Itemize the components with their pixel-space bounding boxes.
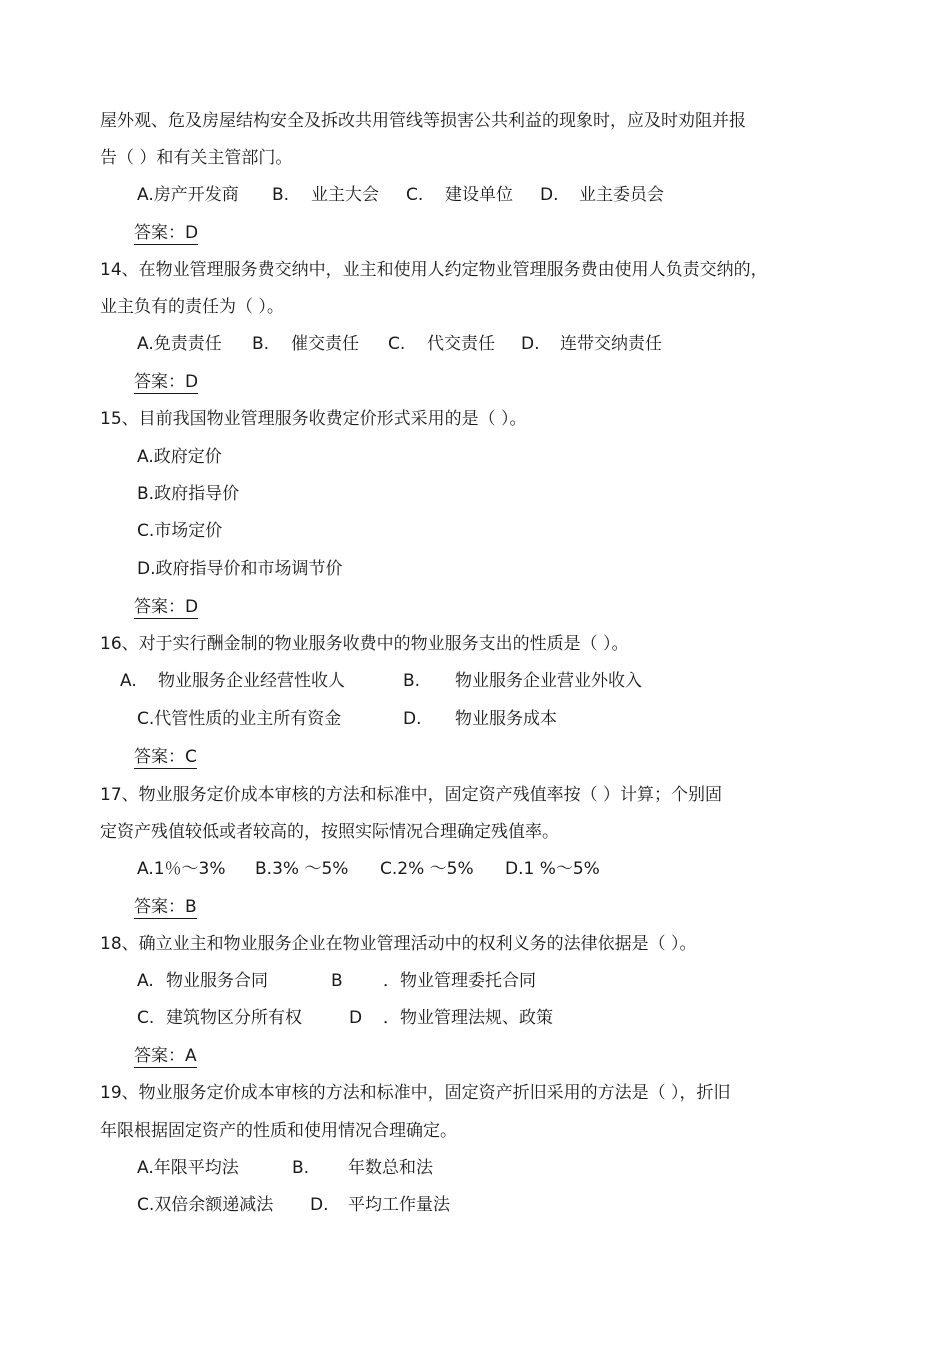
q14-line2: 业主负有的责任为（ ）。 [100,297,284,317]
q14-option-c-text: 代交责任 [427,334,495,354]
q15-answer: 答案：D [134,597,199,617]
q15-option-a: A.政府定价 [137,447,222,467]
q16-line1: 16、对于实行酬金制的物业服务收费中的物业服务支出的性质是（ ）。 [100,634,629,654]
q13-line2: 告（ ）和有关主管部门。 [100,148,293,168]
q18-option-b-text: ．物业管理委托合同 [383,971,536,991]
q19-line2: 年限根据固定资产的性质和使用情况合理确定。 [100,1121,457,1141]
q14-answer: 答案：D [134,372,199,392]
q13-option-d-text: 业主委员会 [579,185,664,205]
q15-option-d: D.政府指导价和市场调节价 [137,559,343,579]
q17-option-a: A.1％～3% [137,859,226,879]
q17-line1: 17、物业服务定价成本审核的方法和标准中，固定资产残值率按（ ）计算；个别固 [100,785,723,805]
q16-option-b-letter: B. [403,671,421,691]
q13-answer: 答案：D [134,223,199,243]
q16-option-a-text: 物业服务企业经营性收人 [158,671,345,691]
q19-option-b-text: 年数总和法 [348,1158,433,1178]
q16-answer: 答案：C [134,747,197,767]
q14-option-d-letter: D. [521,334,540,354]
q18-option-b-letter: B [331,971,343,991]
q16-option-c: C.代管性质的业主所有资金 [137,709,342,729]
q15-option-c: C.市场定价 [137,521,223,541]
q18-option-c-text: 建筑物区分所有权 [166,1008,302,1028]
q15-option-b: B.政府指导价 [137,484,240,504]
q13-option-b-text: 业主大会 [311,185,379,205]
q13-option-c-text: 建设单位 [445,185,513,205]
q17-option-d: D.1 %～5% [505,859,600,879]
q16-option-b-text: 物业服务企业营业外收入 [455,671,642,691]
q14-option-b-letter: B. [252,334,270,354]
q18-option-a-letter: A. [137,971,154,991]
q18-option-d-letter: D [349,1008,363,1028]
q19-option-a: A.年限平均法 [137,1158,239,1178]
q18-line1: 18、确立业主和物业服务企业在物业管理活动中的权利义务的法律依据是（ ）。 [100,934,697,954]
q18-option-a-text: 物业服务合同 [166,971,268,991]
q17-answer: 答案：B [134,897,197,917]
q14-option-a: A.免责责任 [137,334,222,354]
q19-option-d-letter: D. [310,1195,329,1215]
q18-option-d-text: ．物业管理法规、政策 [383,1008,553,1028]
q15-line1: 15、目前我国物业管理服务收费定价形式采用的是（ ）。 [100,409,527,429]
q19-option-b-letter: B. [292,1158,310,1178]
q18-option-c-letter: C. [137,1008,155,1028]
q17-line2: 定资产残值较低或者较高的，按照实际情况合理确定残值率。 [100,822,559,842]
q19-line1: 19、物业服务定价成本审核的方法和标准中，固定资产折旧采用的方法是（ ），折旧 [100,1083,731,1103]
q13-line1: 屋外观、危及房屋结构安全及拆改共用管线等损害公共利益的现象时，应及时劝阻并报 [100,111,746,131]
q13-option-a: A.房产开发商 [137,185,239,205]
q14-option-d-text: 连带交纳责任 [560,334,662,354]
q17-option-b: B.3% ～5% [255,859,349,879]
q14-option-b-text: 催交责任 [291,334,359,354]
q14-line1: 14、在物业管理服务费交纳中，业主和使用人约定物业管理服务费由使用人负责交纳的， [100,260,768,280]
q19-option-c: C.双倍余额递减法 [137,1195,274,1215]
q16-option-a-letter: A. [120,671,137,691]
q13-option-b-letter: B. [272,185,290,205]
q18-answer: 答案：A [134,1046,197,1066]
q16-option-d-text: 物业服务成本 [455,709,557,729]
q19-option-d-text: 平均工作量法 [348,1195,450,1215]
q17-option-c: C.2% ～5% [380,859,474,879]
q14-option-c-letter: C. [388,334,406,354]
q13-option-d-letter: D. [540,185,559,205]
q13-option-c-letter: C. [406,185,424,205]
q16-option-d-letter: D. [403,709,422,729]
